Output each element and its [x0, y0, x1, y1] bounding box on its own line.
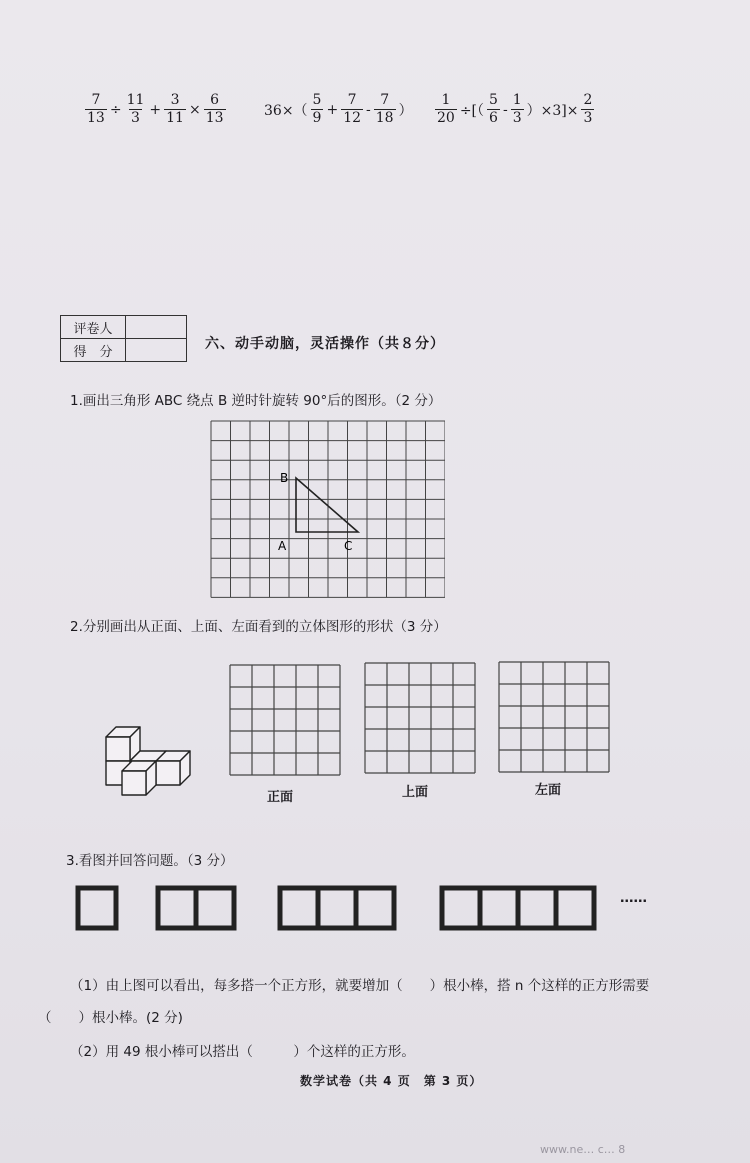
- front-view-grid[interactable]: [229, 664, 341, 776]
- matchstick-square: [196, 888, 234, 928]
- label-b: B: [280, 471, 289, 485]
- left-view-grid[interactable]: [498, 661, 610, 773]
- label-a: A: [278, 539, 287, 553]
- score-label: 得 分: [61, 339, 126, 362]
- matchstick-pattern: [78, 888, 594, 928]
- expression-3: $\frac{1}{20}$ ÷[（ $\frac{5}{6}$ - $\frac{1}{3}$ ）×3]× $\frac{2}{3}$: [437, 92, 593, 126]
- section-title: 六、动手动脑，灵活操作（共８分）: [205, 336, 445, 352]
- matchstick-square: [280, 888, 318, 928]
- expression-2: 36×（ $\frac{5}{9}$ + $\frac{7}{12}$ - $\frac{7}{18}$ ）: [264, 92, 413, 126]
- matchstick-square: [78, 888, 116, 928]
- matchstick-square: [556, 888, 594, 928]
- question-3-part-1b: （ ）根小棒。(2 分): [38, 1010, 183, 1026]
- matchstick-square: [518, 888, 556, 928]
- label-front-view: 正面: [267, 790, 294, 805]
- question-3-part-2: （2）用 49 根小棒可以搭出（ ）个这样的正方形。: [70, 1044, 415, 1060]
- question-3-part-1a: （1）由上图可以看出，每多搭一个正方形，就要增加（ ）根小棒，搭 n 个这样的正方形需要: [70, 978, 650, 994]
- matchstick-square: [442, 888, 480, 928]
- question-1-text: 1.画出三角形 ABC 绕点 B 逆时针旋转 90°后的图形。（2 分）: [70, 393, 442, 409]
- question-2-text: 2.分别画出从正面、上面、左面看到的立体图形的形状（3 分）: [70, 619, 447, 635]
- page-footer: 数学试卷（共 4 页 第 3 页）: [300, 1074, 483, 1088]
- cube-stack-figure: [100, 725, 195, 800]
- score-table: [60, 315, 187, 362]
- reviewer-cell[interactable]: [126, 316, 187, 339]
- question-3-text: 3.看图并回答问题。（3 分）: [66, 853, 234, 869]
- expression-1: $\frac{7}{13}$ ÷ $\frac{11}{3}$ + $\frac{3}{11}$ × $\frac{6}{13}$: [87, 92, 224, 126]
- matchstick-square: [480, 888, 518, 928]
- label-left-view: 左面: [535, 783, 562, 798]
- top-view-grid[interactable]: [364, 662, 476, 774]
- matchstick-square: [356, 888, 394, 928]
- grid-lines: [211, 421, 445, 597]
- sequence-ellipsis: ……: [620, 890, 647, 906]
- label-top-view: 上面: [402, 785, 429, 800]
- score-cell[interactable]: [126, 339, 187, 362]
- matchstick-square: [318, 888, 356, 928]
- matchstick-squares: [70, 878, 610, 936]
- watermark: www.ne… c… 8: [540, 1143, 626, 1156]
- label-c: C: [344, 539, 353, 553]
- matchstick-square: [158, 888, 196, 928]
- rotation-grid[interactable]: [210, 420, 445, 602]
- triangle-abc: [296, 478, 358, 532]
- reviewer-label: 评卷人: [61, 316, 126, 339]
